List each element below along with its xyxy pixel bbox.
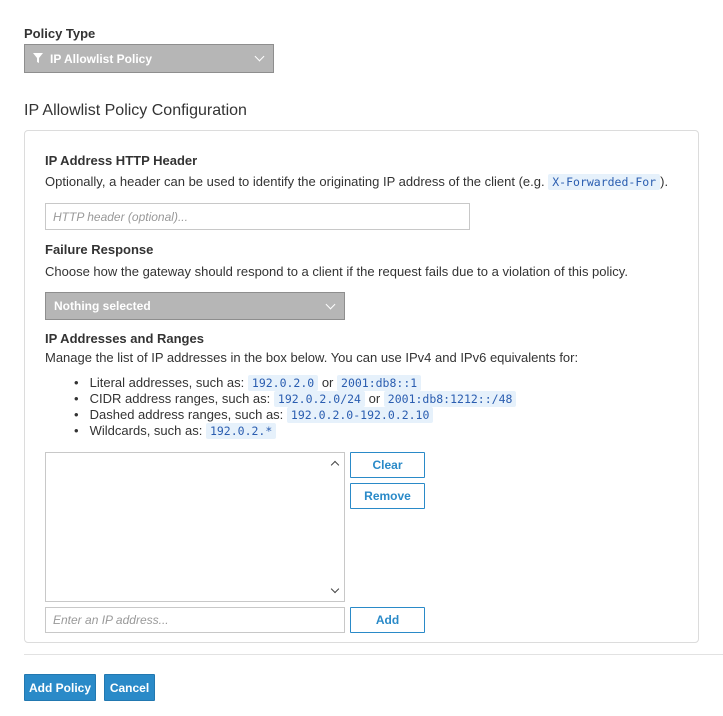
http-header-description [45,174,668,189]
bullet-code: 192.0.2.0 [248,375,318,391]
scroll-up-icon[interactable] [329,457,341,469]
failure-response-description: Choose how the gateway should respond to a client if the request fails due to a violation of this policy. [45,264,628,279]
ip-ranges-label: IP Addresses and Ranges [45,331,204,346]
list-item [72,407,516,423]
filter-icon [33,52,45,66]
list-item [72,375,516,391]
footer-divider [24,654,723,655]
http-header-description-end: ). [660,174,669,189]
section-title: IP Allowlist Policy Configuration [24,102,247,119]
failure-response-label: Failure Response [45,242,154,257]
clear-button[interactable]: Clear [350,452,425,478]
ip-address-placeholder: Enter an IP address... [53,613,169,627]
list-item [72,423,516,439]
bullet-separator: or [368,391,381,406]
bullet-text: Literal addresses, such as: [89,375,245,390]
remove-button[interactable]: Remove [350,483,425,509]
http-header-input[interactable] [45,203,470,230]
bullet-text: Dashed address ranges, such as: [89,407,284,422]
chevron-down-icon [326,299,336,309]
http-header-placeholder: HTTP header (optional)... [53,209,188,224]
ip-format-list [72,375,516,439]
add-ip-button[interactable]: Add [350,607,425,633]
failure-response-value: Nothing selected [54,299,151,313]
bullet-text: CIDR address ranges, such as: [89,391,271,406]
bullet-text: Wildcards, such as: [89,423,203,438]
policy-type-select[interactable] [24,44,274,73]
policy-type-value: IP Allowlist Policy [50,51,153,66]
chevron-down-icon [255,52,265,62]
bullet-code: 2001:db8::1 [337,375,421,391]
policy-type-label: Policy Type [24,26,96,41]
add-policy-button[interactable]: Add Policy [24,674,96,701]
http-header-description-text: Optionally, a header can be used to identify the originating IP address of the client (e.g. [45,174,545,189]
bullet-code: 192.0.2.* [206,423,276,439]
bullet-code: 192.0.2.0/24 [274,391,365,407]
bullet-separator: or [321,375,334,390]
ip-address-input[interactable] [45,607,345,633]
failure-response-select[interactable] [45,292,345,320]
ip-address-listbox[interactable] [45,452,345,602]
bullet-code: 2001:db8:1212::/48 [384,391,517,407]
ip-ranges-description: Manage the list of IP addresses in the box below. You can use IPv4 and IPv6 equivalents for: [45,350,579,365]
http-header-example-code: X-Forwarded-For [548,174,660,190]
bullet-code: 192.0.2.0-192.0.2.10 [287,407,433,423]
scroll-down-icon[interactable] [329,585,341,597]
cancel-button[interactable]: Cancel [104,674,155,701]
list-item [72,391,516,407]
http-header-label: IP Address HTTP Header [45,153,198,168]
